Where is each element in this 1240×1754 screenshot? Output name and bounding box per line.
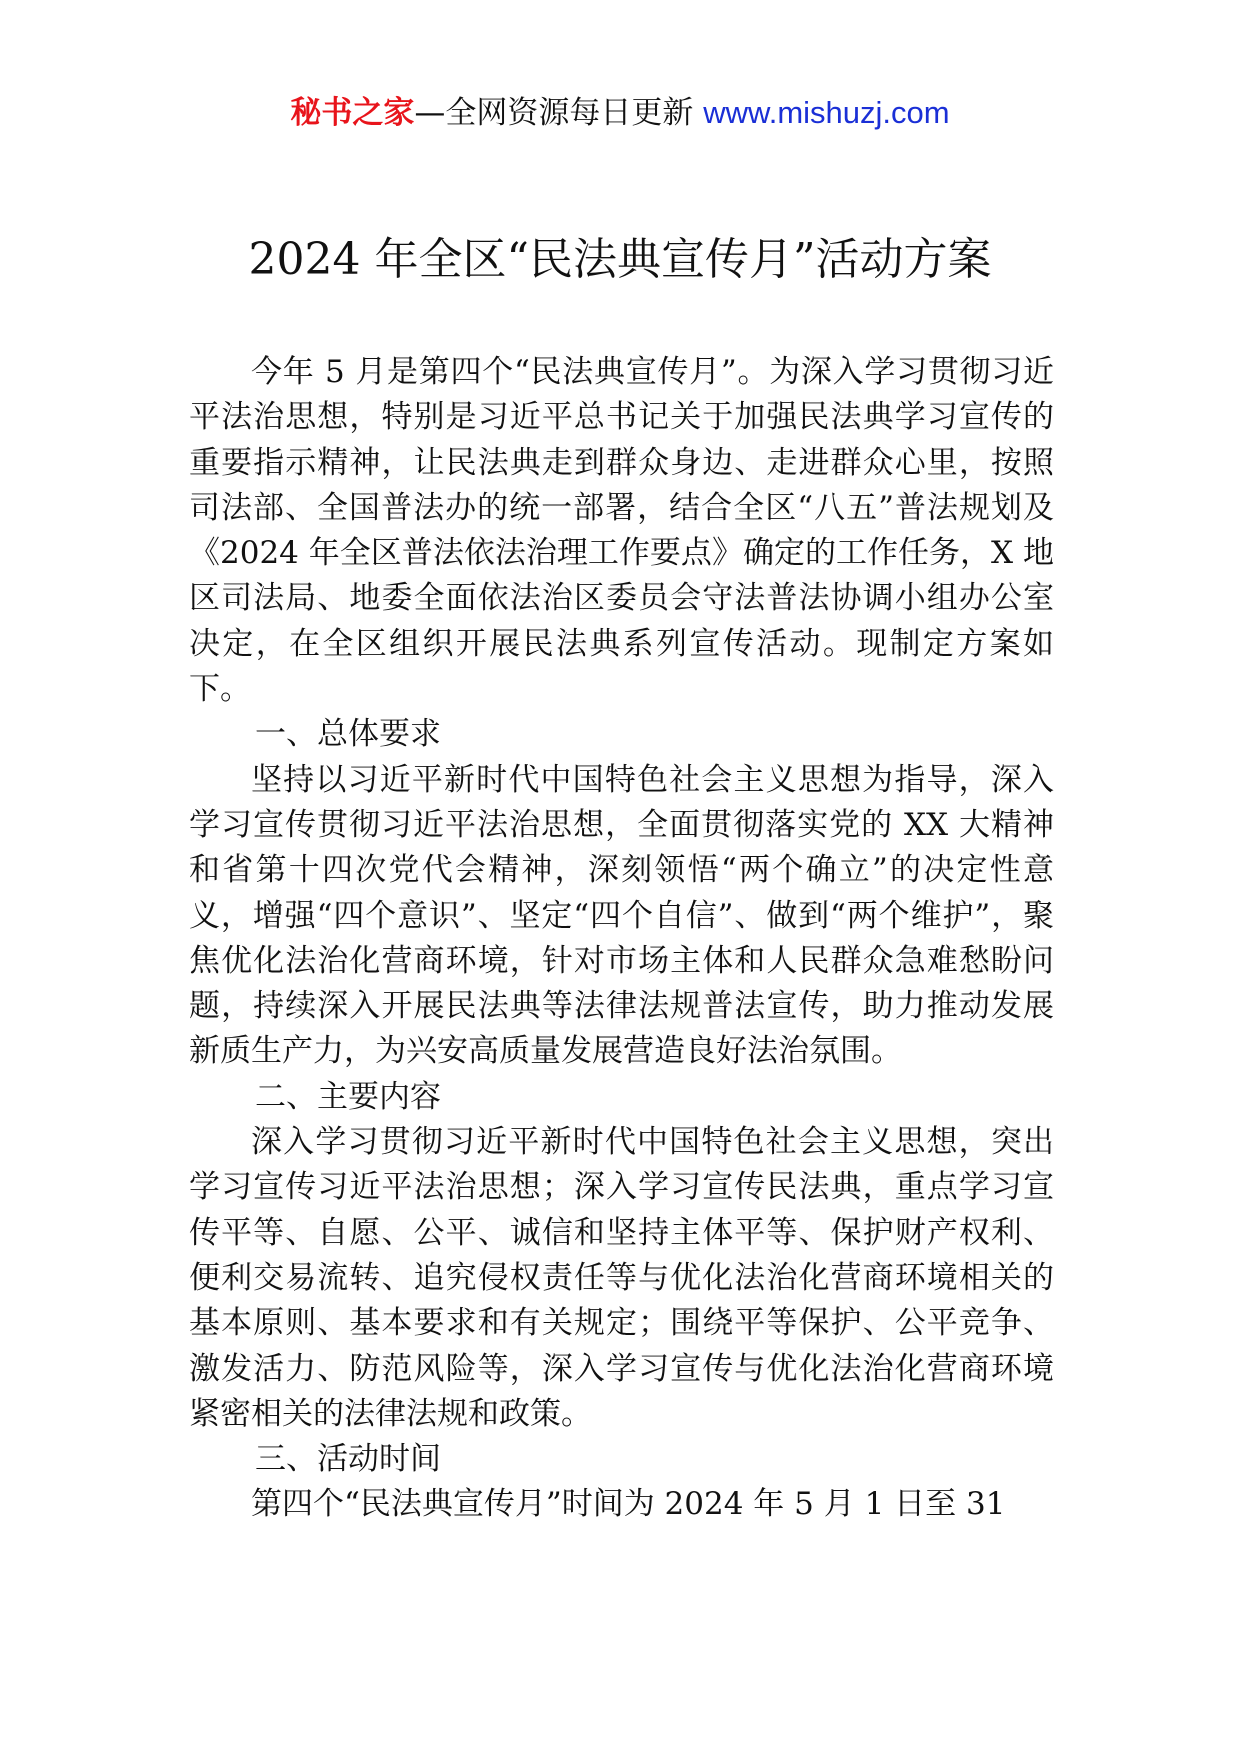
document-body (189, 350, 1054, 1528)
section-heading-general-requirements: 一、总体要求 (255, 716, 441, 753)
intro-paragraph: 今年 5 月是第四个“民法典宣传月”。为深入学习贯彻习近平法治思想，特别是习近平总书记关于加强民法典学习宣传的重要指示精神，让民法典走到群众身边、走进群众心里，按照司法部、全国普法办的统一部署，结合全区“八五”普法规划及《2024 年全区普法依法治理工作要点》确定的工作任务，X 地区司法局、地委全面依法治区委员会守法普法协调小组办公室决定，在全区组织开展民法典系列宣传活动。现制定方案如下。 (189, 354, 1054, 708)
site-banner (0, 88, 1240, 138)
general-requirements-paragraph: 坚持以习近平新时代中国特色社会主义思想为指导，深入学习宣传贯彻习近平法治思想，全面贯彻落实党的 XX 大精神和省第十四次党代会精神，深刻领悟“两个确立”的决定性意义，增强“四个意识”、坚定“四个自信”、做到“两个维护”，聚焦优化法治化营商环境，针对市场主体和人民群众急难愁盼问题，持续深入开展民法典等法律法规普法宣传，助力推动发展新质生产力，为兴安高质量发展营造良好法治氛围。 (189, 761, 1054, 1070)
site-url-link[interactable]: www.mishuzj.com (703, 95, 950, 130)
section-heading-main-content: 二、主要内容 (255, 1078, 441, 1115)
activity-time-paragraph: 第四个“民法典宣传月”时间为 2024 年 5 月 1 日至 31 (251, 1486, 1006, 1523)
banner-tagline: —全网资源每日更新 (414, 95, 694, 131)
brand-name: 秘书之家 (290, 95, 415, 131)
main-content-paragraph: 深入学习贯彻习近平新时代中国特色社会主义思想，突出学习宣传习近平法治思想；深入学习宣传民法典，重点学习宣传平等、自愿、公平、诚信和坚持主体平等、保护财产权利、便利交易流转、追究侵权责任等与优化法治化营商环境相关的基本原则、基本要求和有关规定；围绕平等保护、公平竞争、激发活力、防范风险等，深入学习宣传与优化法治化营商环境紧密相关的法律法规和政策。 (189, 1124, 1054, 1432)
document-title: 2024 年全区“民法典宣传月”活动方案 (248, 234, 992, 285)
section-heading-activity-time: 三、活动时间 (255, 1441, 441, 1478)
